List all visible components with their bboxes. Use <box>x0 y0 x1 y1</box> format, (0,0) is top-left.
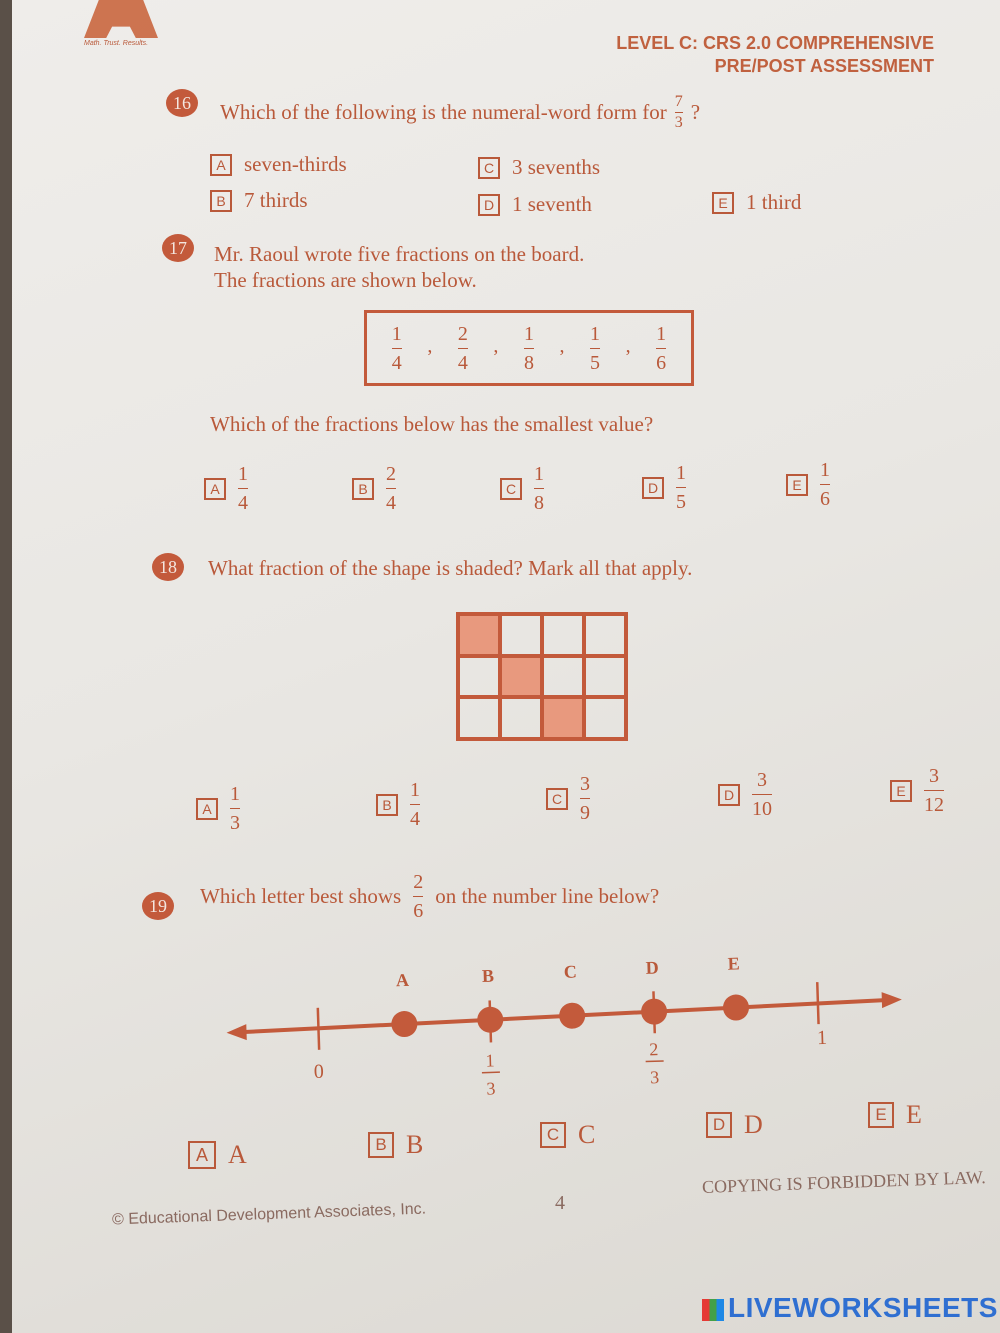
q18-option-d[interactable] <box>718 770 772 819</box>
label-two-thirds-num: 2 <box>648 1039 659 1060</box>
option-a-checkbox[interactable]: A <box>210 154 232 176</box>
option-a-checkbox[interactable]: A <box>188 1141 216 1169</box>
question-17-line-2: The fractions are shown below. <box>214 268 477 292</box>
q16-option-b[interactable] <box>210 188 308 213</box>
question-16-prompt: Which of the following is the numeral-word form for <box>220 100 667 124</box>
option-fraction: $\frac{1}{6}$ <box>820 459 830 510</box>
option-d-checkbox[interactable]: D <box>718 784 740 806</box>
option-label: D <box>744 1110 763 1139</box>
grid-cell <box>584 656 626 698</box>
logo-tagline: Math. Trust. Results. <box>84 40 149 47</box>
worksheet-page <box>12 0 1000 1333</box>
copying-notice: COPYING IS FORBIDDEN BY LAW. <box>701 1167 986 1197</box>
q18-option-e[interactable] <box>890 766 944 815</box>
q17-option-b[interactable] <box>352 464 396 513</box>
grid-cell <box>542 614 584 656</box>
board-fraction: $\frac{1}{8}$ <box>523 322 534 374</box>
number-line-label-d: D <box>645 957 660 978</box>
option-b-checkbox[interactable]: B <box>368 1132 394 1158</box>
question-19-prompt-end: on the number line below? <box>435 884 660 908</box>
grid-cell <box>500 697 542 739</box>
option-fraction: $\frac{3}{9}$ <box>580 773 590 824</box>
liveworksheets-logo-icon <box>702 1299 724 1321</box>
option-fraction: $\frac{2}{4}$ <box>386 463 396 514</box>
grid-cell <box>542 656 584 698</box>
option-label: seven-thirds <box>244 152 347 176</box>
label-two-thirds-den: 3 <box>649 1067 660 1088</box>
number-line-point-d <box>641 998 668 1025</box>
q17-option-c[interactable] <box>500 464 544 513</box>
option-label: B <box>406 1130 424 1159</box>
q16-option-d[interactable] <box>478 192 592 217</box>
page-number: 4 <box>555 1192 565 1214</box>
header-line-2: PRE/POST ASSESSMENT <box>714 56 934 76</box>
grid-cell <box>500 656 542 698</box>
q19-option-c[interactable] <box>540 1120 595 1150</box>
option-label: 1 seventh <box>512 192 592 216</box>
option-fraction: $\frac{3}{12}$ <box>924 765 944 816</box>
fraction-2-6: $\frac{2}{6}$ <box>413 871 424 922</box>
number-line-point-a <box>391 1011 418 1038</box>
option-e-checkbox[interactable]: E <box>712 192 734 214</box>
option-e-checkbox[interactable]: E <box>868 1102 894 1128</box>
number-line-label-c: C <box>563 961 578 982</box>
grid-cell <box>584 697 626 739</box>
tick-zero <box>318 1008 319 1050</box>
shaded-grid-figure <box>456 612 628 741</box>
question-18-text: What fraction of the shape is shaded? Mark all that apply. <box>208 556 693 580</box>
q17-option-e[interactable] <box>786 460 830 509</box>
number-line-figure <box>222 940 912 1110</box>
board-fraction: $\frac{1}{4}$ <box>391 322 402 374</box>
option-b-checkbox[interactable]: B <box>376 794 398 816</box>
q19-option-e[interactable] <box>868 1100 922 1130</box>
number-line-point-e <box>723 994 750 1021</box>
board-fractions-box: $\frac{1}{4}$ , $\frac{2}{4}$ , $\frac{1}{8}$ , $\frac{1}{5}$ , $\frac{1}{6}$ <box>364 310 694 386</box>
q17-option-d[interactable] <box>642 463 686 512</box>
right-arrow-icon <box>882 991 902 1008</box>
option-label: A <box>228 1140 247 1169</box>
option-label: 3 sevenths <box>512 155 601 179</box>
board-fraction: $\frac{2}{4}$ <box>457 322 468 374</box>
number-line-point-b <box>477 1006 504 1033</box>
question-16-text: Which of the following is the numeral-word form for $\frac{7}{3}$ ? <box>220 93 701 131</box>
question-18-number: 18 <box>152 553 184 581</box>
q19-option-a[interactable] <box>188 1140 247 1170</box>
option-c-checkbox[interactable]: C <box>500 478 522 500</box>
q17-option-a[interactable] <box>204 464 248 513</box>
question-17-line-1: Mr. Raoul wrote five fractions on the board. <box>214 242 585 266</box>
option-fraction: $\frac{1}{4}$ <box>410 779 420 830</box>
option-c-checkbox[interactable]: C <box>478 157 500 179</box>
fraction-7-3: $\frac{7}{3}$ <box>674 93 683 131</box>
label-zero: 0 <box>313 1060 325 1083</box>
q16-option-c[interactable] <box>478 155 600 180</box>
copyright-notice: © Educational Development Associates, Inc. <box>111 1200 427 1229</box>
question-19-prompt-start: Which letter best shows <box>200 884 402 908</box>
option-d-checkbox[interactable]: D <box>642 477 664 499</box>
board-fraction: $\frac{1}{6}$ <box>656 322 667 374</box>
option-fraction: $\frac{3}{10}$ <box>752 769 772 820</box>
grid-cell <box>458 697 500 739</box>
watermark <box>702 1292 998 1324</box>
option-label: 7 thirds <box>244 188 308 212</box>
grid-cell <box>458 656 500 698</box>
option-a-checkbox[interactable]: A <box>204 478 226 500</box>
option-label: 1 third <box>746 190 802 214</box>
option-fraction: $\frac{1}{4}$ <box>238 463 248 514</box>
label-one-third-num: 1 <box>485 1050 495 1071</box>
number-line-point-c <box>559 1002 586 1029</box>
grid-cell <box>500 614 542 656</box>
board-fraction: $\frac{1}{5}$ <box>590 322 601 374</box>
option-b-checkbox[interactable]: B <box>352 478 374 500</box>
q18-option-b[interactable] <box>376 780 420 829</box>
option-fraction: $\frac{1}{3}$ <box>230 783 240 834</box>
question-17-number: 17 <box>162 234 194 262</box>
number-line-label-e: E <box>727 953 740 974</box>
logo-icon <box>84 0 158 38</box>
assessment-header <box>616 32 934 78</box>
option-fraction: $\frac{1}{5}$ <box>676 462 686 513</box>
option-d-checkbox[interactable]: D <box>706 1112 732 1138</box>
option-e-checkbox[interactable]: E <box>890 780 912 802</box>
q19-option-d[interactable] <box>706 1110 763 1140</box>
option-c-checkbox[interactable]: C <box>546 788 568 810</box>
left-arrow-icon <box>226 1024 246 1041</box>
q16-option-e[interactable] <box>712 190 801 215</box>
option-c-checkbox[interactable]: C <box>540 1122 566 1148</box>
q18-option-a[interactable] <box>196 784 240 833</box>
option-fraction: $\frac{1}{8}$ <box>534 463 544 514</box>
number-line-label-a: A <box>395 969 410 991</box>
grid-cell <box>584 614 626 656</box>
tick-one <box>817 982 818 1024</box>
question-19-text <box>200 872 659 921</box>
label-one: 1 <box>816 1026 828 1050</box>
option-d-checkbox[interactable]: D <box>478 194 500 216</box>
option-e-checkbox[interactable]: E <box>786 474 808 496</box>
option-a-checkbox[interactable]: A <box>196 798 218 820</box>
q19-option-b[interactable] <box>368 1130 423 1160</box>
question-17-prompt: Which of the fractions below has the smallest value? <box>210 412 654 436</box>
grid-cell <box>458 614 500 656</box>
option-b-checkbox[interactable]: B <box>210 190 232 212</box>
option-label: E <box>906 1100 922 1129</box>
q18-option-c[interactable] <box>546 774 590 823</box>
q16-option-a[interactable] <box>210 152 347 177</box>
grid-cell <box>542 697 584 739</box>
question-19-number: 19 <box>142 892 174 920</box>
question-16-number: 16 <box>166 89 198 117</box>
header-line-1: LEVEL C: CRS 2.0 COMPREHENSIVE <box>616 33 934 53</box>
label-one-third-den: 3 <box>486 1078 496 1099</box>
option-label: C <box>578 1120 596 1149</box>
watermark-text: LIVEWORKSHEETS <box>728 1292 998 1323</box>
number-line-label-b: B <box>481 965 495 987</box>
